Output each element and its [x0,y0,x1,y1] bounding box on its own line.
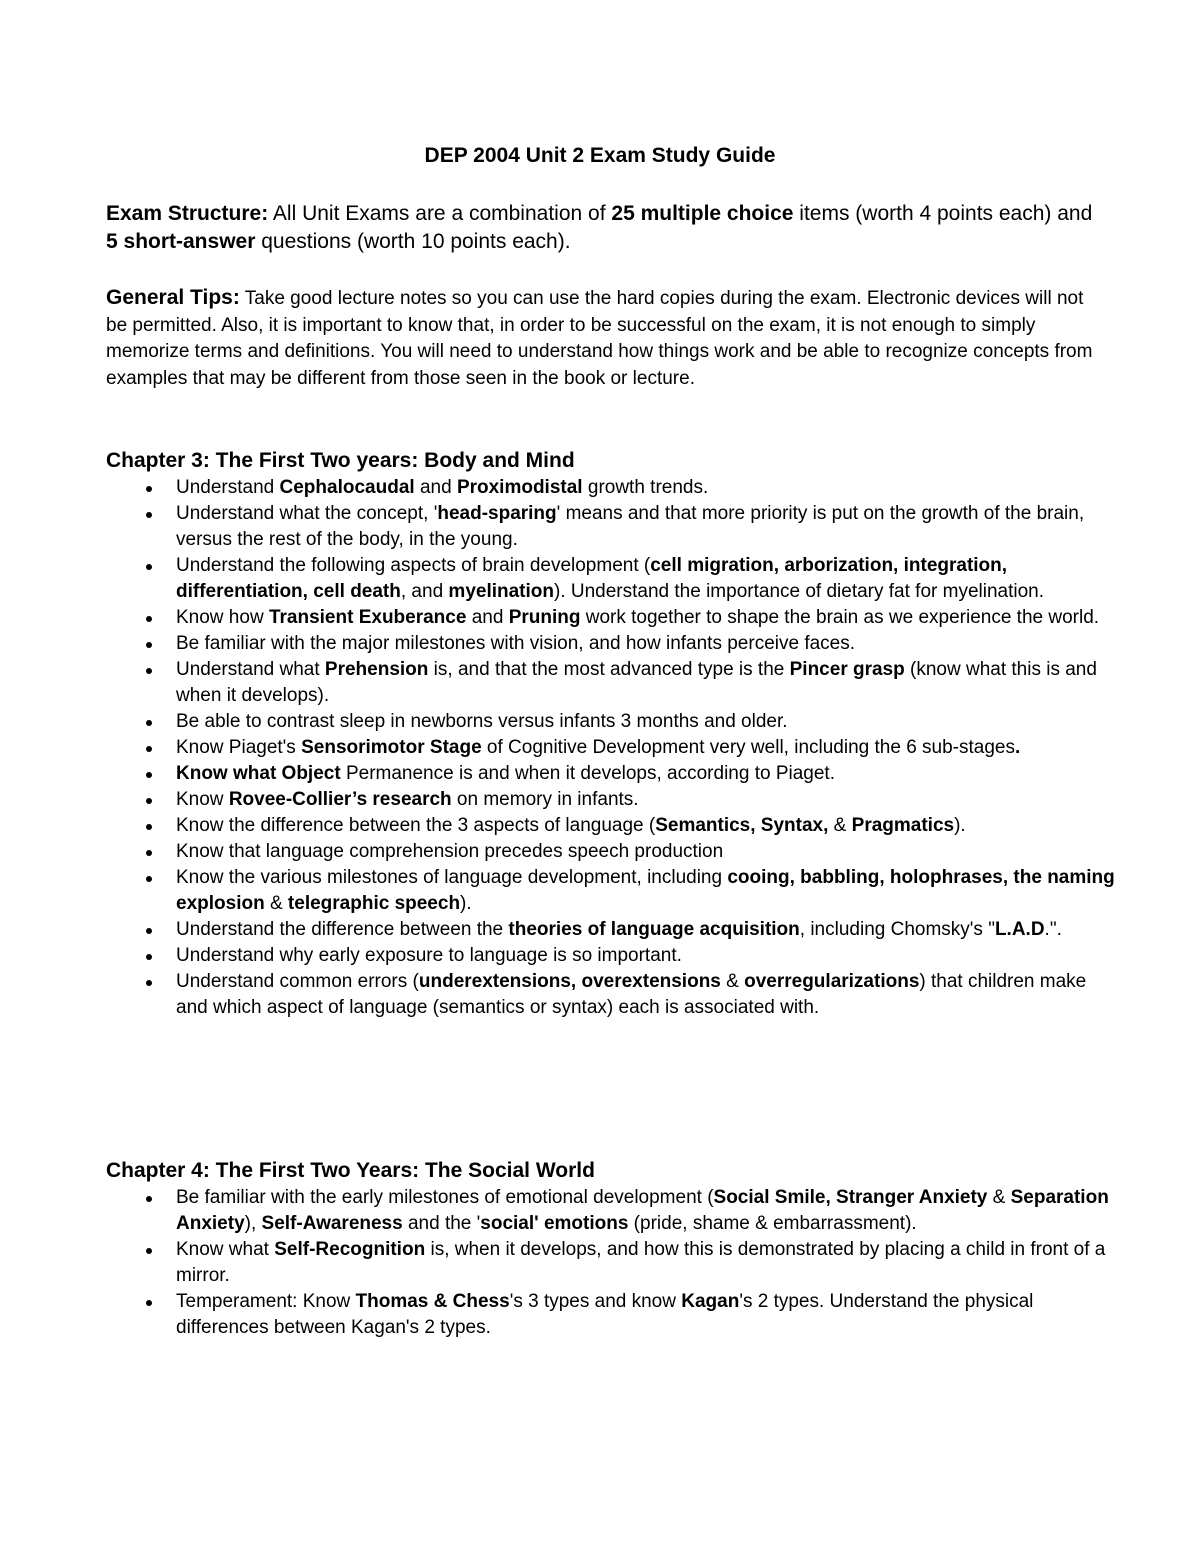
list-item [106,631,1116,657]
list-item [106,761,1116,787]
item-text: & [828,815,852,836]
item-text: & [720,971,745,992]
list-item [106,553,1116,605]
exam-structure-text: All Unit Exams are a combination of [268,202,612,225]
bold-text: . [1014,737,1021,758]
general-tips-label: General Tips: [106,286,240,309]
item-text: on memory in infants. [451,789,639,810]
item-text: ), [244,1213,262,1234]
bold-text: Kagan [681,1291,740,1312]
bold-text: L.A.D [994,919,1045,940]
bold-text: Pruning [508,607,581,628]
item-text: & [987,1187,1011,1208]
item-text: 's 2 types. Understand the physical differences between Kagan's 2 types. [176,1291,1034,1338]
item-text: ). Understand the importance of dietary fat for myelination. [554,581,1045,602]
bold-text: Self-Recognition [274,1239,426,1260]
bullet-icon [146,928,152,934]
list-item [106,1237,1116,1289]
page-title: DEP 2004 Unit 2 Exam Study Guide [424,144,776,167]
bullet-icon [146,642,152,648]
bold-text: Separation Anxiety [176,1187,1109,1234]
list-item [106,787,1116,813]
bullet-icon [146,954,152,960]
bullet-icon [146,824,152,830]
item-text: Know how [176,607,269,628]
bold-text: Social Smile, Stranger Anxiety [713,1187,988,1208]
item-text: (pride, shame & embarrassment). [628,1213,917,1234]
chapter3-list [106,475,1116,1021]
item-text: Understand what [176,659,325,680]
bold-text: cell migration, arborization, integration, differentiation, cell death [176,555,1008,602]
list-item [106,735,1116,761]
item-text: Understand the difference between the [176,919,509,940]
bold-text: underextensions, overextensions [418,971,721,992]
item-text: Be familiar with the early milestones of emotional development ( [176,1187,714,1208]
item-text: Understand what the concept, ' [176,503,438,524]
bullet-icon [146,746,152,752]
list-item [106,839,1116,865]
bullet-icon [146,798,152,804]
list-item [106,475,1116,501]
item-text: is, when it develops, and how this is demonstrated by placing a child in front of a mirror. [176,1239,1106,1286]
bold-text: overregularizations [744,971,920,992]
item-text: Be able to contrast sleep in newborns versus infants 3 months and older. [176,711,788,732]
general-tips-paragraph [106,285,1106,392]
item-text: Temperament: Know [176,1291,356,1312]
chapter4-heading: Chapter 4: The First Two Years: The Social World [106,1159,595,1182]
bullet-icon [146,668,152,674]
exam-structure-paragraph [106,200,1106,256]
item-text: growth trends. [582,477,709,498]
bold-text: Sensorimotor Stage [301,737,482,758]
item-text: Understand [176,477,280,498]
item-text: and [466,607,509,628]
list-item [106,1185,1116,1237]
item-text: & [264,893,288,914]
item-text: ) that children make and which aspect of language (semantics or syntax) each is associated with. [176,971,1087,1018]
list-item [106,865,1116,917]
bold-text: Semantics, Syntax, [655,815,829,836]
chapter3-heading: Chapter 3: The First Two years: Body and Mind [106,449,575,472]
bullet-icon [146,720,152,726]
list-item [106,709,1116,735]
bullet-icon [146,876,152,882]
item-text: Be familiar with the major milestones with vision, and how infants perceive faces. [176,633,856,654]
bullet-icon [146,1300,152,1306]
bullet-icon [146,616,152,622]
item-text: Know the difference between the 3 aspects of language ( [176,815,656,836]
list-item [106,605,1116,631]
list-item [106,657,1116,709]
bold-text: telegraphic speech [287,893,461,914]
bold-text: theories of language acquisition [508,919,800,940]
item-text: , including Chomsky's " [799,919,995,940]
item-text: and the ' [402,1213,481,1234]
chapter4-list [106,1185,1116,1341]
item-text: Understand why early exposure to language is so important. [176,945,682,966]
bold-text: Self-Awareness [261,1213,403,1234]
item-text: Understand the following aspects of brain development ( [176,555,651,576]
item-text: Permanence is and when it develops, according to Piaget. [340,763,835,784]
bold-text: Pincer grasp [789,659,905,680]
bullet-icon [146,1196,152,1202]
list-item [106,917,1116,943]
exam-structure-bold: 25 multiple choice [611,202,794,225]
item-text: is, and that the most advanced type is the [428,659,790,680]
bullet-icon [146,980,152,986]
item-text: work together to shape the brain as we experience the world. [580,607,1100,628]
item-text: ' means and that more priority is put on the growth of the brain, versus the rest of the body, in the young. [176,503,1085,550]
item-text: Know that language comprehension precedes speech production [176,841,724,862]
bullet-icon [146,564,152,570]
bullet-icon [146,850,152,856]
item-text: (know what this is and when it develops). [176,659,1097,706]
bullet-icon [146,1248,152,1254]
list-item [106,813,1116,839]
bold-text: Know what Object [176,763,341,784]
bold-text: myelination [448,581,554,602]
bullet-icon [146,772,152,778]
item-text: Know what [176,1239,275,1260]
item-text: Know the various milestones of language development, including [176,867,728,888]
item-text: , and [400,581,449,602]
bold-text: Rovee-Collier’s research [228,789,452,810]
list-item [106,501,1116,553]
item-text: .". [1044,919,1062,940]
bold-text: head-sparing [437,503,557,524]
exam-structure-label: Exam Structure: [106,202,269,225]
item-text: ). [460,893,472,914]
bold-text: Prehension [324,659,429,680]
bold-text: Pragmatics [851,815,955,836]
bold-text: social' emotions [480,1213,629,1234]
item-text: ). [954,815,966,836]
item-text: Understand common errors ( [176,971,419,992]
bold-text: cooing, babbling, holophrases, the naming explosion [176,867,1115,914]
general-tips-text: Take good lecture notes so you can use the hard copies during the exam. Electronic devices will not be permitted. Also, it is important to know that, in order to be successful on the exam, it is not enough to simply memorize terms and definitions. You will need to understand how things work and be able to recognize concepts from examples that may be different from those seen in the book or lecture. [106,288,1093,389]
list-item [106,943,1116,969]
bold-text: Thomas & Chess [355,1291,510,1312]
item-text: of Cognitive Development very well, including the 6 sub-stages [481,737,1015,758]
bold-text: Transient Exuberance [268,607,467,628]
item-text: 's 3 types and know [509,1291,682,1312]
item-text: Know [176,789,229,810]
exam-structure-text: items (worth 4 points each) and [793,202,1093,225]
list-item [106,1289,1116,1341]
exam-structure-text: questions (worth 10 points each). [255,230,571,253]
bullet-icon [146,486,152,492]
item-text: and [414,477,457,498]
bold-text: Cephalocaudal [279,477,415,498]
item-text: Know Piaget's [176,737,302,758]
list-item [106,969,1116,1021]
bold-text: Proximodistal [456,477,583,498]
bullet-icon [146,512,152,518]
exam-structure-bold: 5 short-answer [106,230,256,253]
